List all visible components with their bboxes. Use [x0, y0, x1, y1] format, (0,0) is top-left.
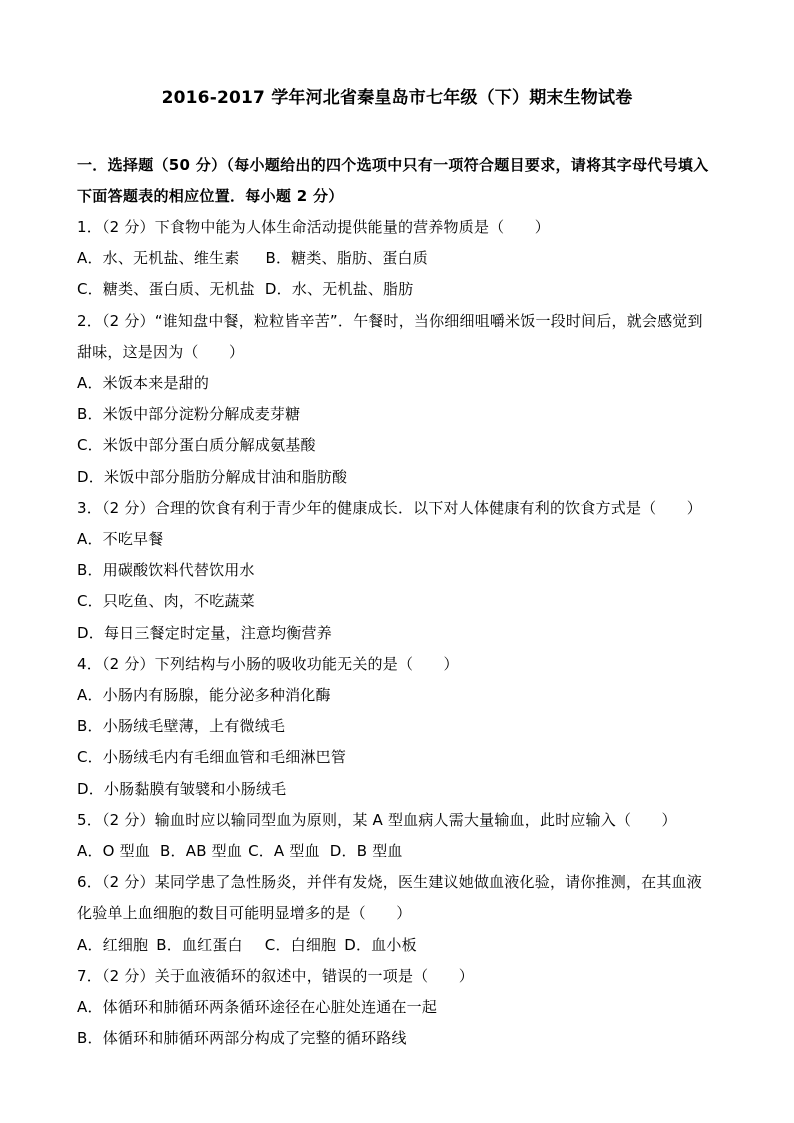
option-a: A．O 型血 — [77, 842, 151, 861]
option-c: C．糖类、蛋白质、无机盐 — [77, 280, 255, 299]
option-a: A．水、无机盐、维生素 — [77, 249, 240, 268]
option-a: A．不吃早餐 — [77, 530, 164, 549]
option-d: D．B 型血 — [329, 842, 403, 861]
option-b: B．小肠绒毛壁薄，上有微绒毛 — [77, 717, 286, 736]
question-3 — [77, 493, 727, 649]
option-b: B．用碳酸饮料代替饮用水 — [77, 561, 255, 580]
option-a: A．小肠内有肠腺，能分泌多种消化酶 — [77, 686, 331, 705]
question-stem: 6．（2 分）某同学患了急性肠炎，并伴有发烧，医生建议她做血液化验，请你推测，在其血液 — [77, 873, 702, 892]
question-stem: 2．（2 分）“谁知盘中餐，粒粒皆辛苦”．午餐时，当你细细咀嚼米饭一段时间后，就会感觉到 — [77, 311, 703, 330]
option-d: D．每日三餐定时定量，注意均衡营养 — [77, 623, 332, 642]
option-a: A．米饭本来是甜的 — [77, 374, 210, 393]
question-stem-continued: 甜味，这是因为（ ） — [77, 342, 245, 361]
option-b: B．米饭中部分淀粉分解成麦芽糖 — [77, 405, 301, 424]
question-stem-continued: 化验单上血细胞的数目可能明显增多的是（ ） — [77, 904, 412, 923]
question-stem: 4．（2 分）下列结构与小肠的吸收功能无关的是（ ） — [77, 654, 459, 673]
section-heading-line-1: 一．选择题（50 分）（每小题给出的四个选项中只有一项符合题目要求，请将其字母代号填入 — [77, 156, 709, 174]
question-2 — [77, 306, 727, 493]
option-c: C．A 型血 — [248, 842, 320, 861]
option-b: B．血红蛋白 — [156, 935, 243, 954]
question-7 — [77, 961, 727, 1055]
question-6 — [77, 867, 727, 961]
option-d: D．血小板 — [344, 935, 417, 954]
question-stem: 3．（2 分）合理的饮食有利于青少年的健康成长．以下对人体健康有利的饮食方式是（ ） — [77, 498, 702, 517]
question-stem: 1．（2 分）下食物中能为人体生命活动提供能量的营养物质是（ ） — [77, 218, 550, 236]
question-4 — [77, 649, 727, 805]
option-d: D．小肠黏膜有皱襞和小肠绒毛 — [77, 779, 287, 798]
question-5 — [77, 805, 727, 867]
option-b: B．AB 型血 — [160, 842, 243, 861]
option-b: B．体循环和肺循环两部分构成了完整的循环路线 — [77, 1029, 407, 1048]
option-c: C．只吃鱼、肉，不吃蔬菜 — [77, 592, 255, 611]
question-1 — [77, 212, 727, 306]
option-b: B．糖类、脂肪、蛋白质 — [265, 249, 428, 268]
option-a: A．体循环和肺循环两条循环途径在心脏处连通在一起 — [77, 998, 438, 1017]
option-d: D．米饭中部分脂肪分解成甘油和脂肪酸 — [77, 467, 348, 486]
option-row — [77, 836, 727, 867]
exam-content — [77, 150, 727, 1054]
option-row — [77, 930, 727, 961]
exam-title: 2016-2017 学年河北省秦皇岛市七年级（下）期末生物试卷 — [161, 88, 633, 108]
option-c: C．米饭中部分蛋白质分解成氨基酸 — [77, 436, 316, 455]
option-a: A．红细胞 — [77, 935, 149, 954]
option-row — [77, 243, 727, 274]
option-row — [77, 274, 727, 305]
question-stem: 5．（2 分）输血时应以输同型血为原则，某 A 型血病人需大量输血，此时应输入（ ） — [77, 810, 677, 829]
option-d: D．水、无机盐、脂肪 — [264, 280, 414, 299]
option-c: C．白细胞 — [264, 935, 337, 954]
section-heading-line-2: 下面答题表的相应位置．每小题 2 分） — [77, 187, 344, 205]
question-stem: 7．（2 分）关于血液循环的叙述中，错误的一项是（ ） — [77, 966, 474, 985]
option-c: C．小肠绒毛内有毛细血管和毛细淋巴管 — [77, 748, 347, 767]
